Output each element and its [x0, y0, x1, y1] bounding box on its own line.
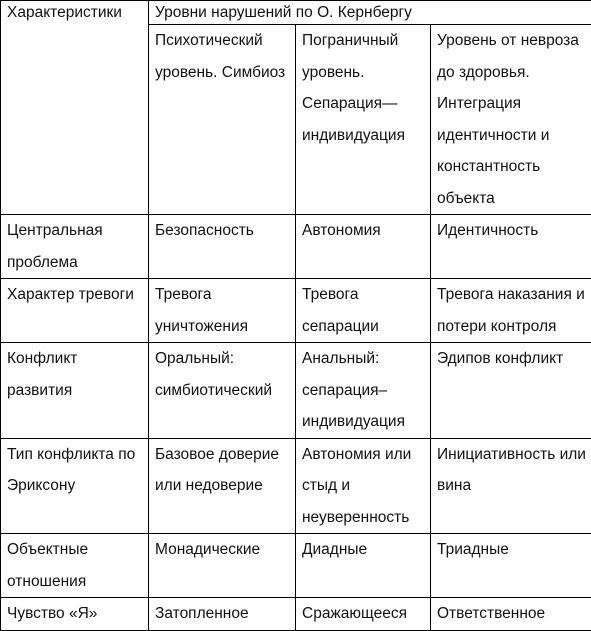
- table-cell: Автономия: [296, 215, 431, 279]
- table-cell: Инициативность или вина: [431, 438, 591, 534]
- table-row: [1, 438, 591, 534]
- table-cell: Оральный: симбиотический: [149, 343, 296, 439]
- table-cell: Идентичность: [431, 215, 591, 279]
- table-row: [1, 534, 591, 598]
- table-row: [1, 279, 591, 343]
- level-neurotic: Уровень от невроза до здоровья. Интеграция идентичности и константность объекта: [431, 25, 591, 215]
- table-cell: Ответственное: [431, 598, 591, 631]
- table-cell: Диадные: [296, 534, 431, 598]
- table-cell: Анальный: сепарация–индивидуация: [296, 343, 431, 439]
- table-row: [1, 598, 591, 631]
- row-label: Тип конфликта по Эриксону: [1, 438, 149, 534]
- table-cell: Эдипов конфликт: [431, 343, 591, 439]
- table-row: [1, 215, 591, 279]
- row-label: Конфликт развития: [1, 343, 149, 439]
- row-label: Объектные отношения: [1, 534, 149, 598]
- table-cell: Триадные: [431, 534, 591, 598]
- header-row-top: [1, 1, 591, 25]
- row-label: Характер тревоги: [1, 279, 149, 343]
- row-label: Центральная проблема: [1, 215, 149, 279]
- table-cell: Тревога наказания и потери контроля: [431, 279, 591, 343]
- table-cell: Базовое доверие или недоверие: [149, 438, 296, 534]
- table-cell: Сражающееся: [296, 598, 431, 631]
- header-kernberg-levels: Уровни нарушений по О. Кернбергу: [149, 1, 591, 25]
- row-label: Чувство «Я»: [1, 598, 149, 631]
- table-cell: Безопасность: [149, 215, 296, 279]
- table-cell: Автономия или стыд и неуверенность: [296, 438, 431, 534]
- header-characteristics: Характеристики: [1, 1, 149, 215]
- table-cell: Тревога сепарации: [296, 279, 431, 343]
- level-psychotic: Психотический уровень. Симбиоз: [149, 25, 296, 215]
- table-cell: Тревога уничтожения: [149, 279, 296, 343]
- table-row: [1, 343, 591, 439]
- table-cell: Монадические: [149, 534, 296, 598]
- level-borderline: Пограничный уровень. Сепарация—индивидуация: [296, 25, 431, 215]
- table-cell: Затопленное: [149, 598, 296, 631]
